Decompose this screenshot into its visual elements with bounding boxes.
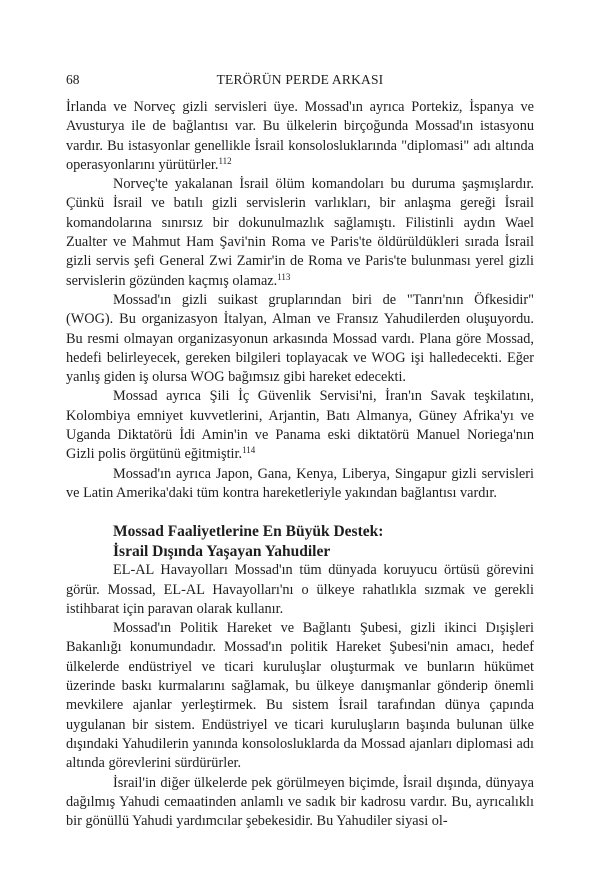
page-number: 68 (66, 72, 80, 87)
footnote-ref: 114 (242, 445, 256, 456)
running-header (66, 70, 534, 90)
paragraph-text: İrlanda ve Norveç gizli servisleri üye. Mossad'ın ayrıca Portekiz, İspanya ve Avusturya ile de bağlantısı var. Bu ülkelerin birçoğunda Mossad'ın istasyonu vardır. Bu istasyonlar genellikle İsrail konsolosluklarında "diplomasi" adı altında operasyonlarını yürütürler. (66, 99, 534, 173)
paragraph-text: Norveç'te yakalanan İsrail ölüm komandoları bu duruma şaşmışlardır. Çünkü İsrail ve batılı gizli servislerin varlıkları, bir anlaşma gereği İsrail komandolarına sınırsız bir dokunulmazlık sağlamıştı. Filistinli aydın Wael Zualter ve Mahmut Ham Şavi'nin Roma ve Paris'te öldürüldükleri sırada İsrail gizli servis şefi General Zwi Zamir'in de Roma ve Paris'te bulunması yerel gizli servislerin gözünden kaçmış olamaz. (66, 176, 534, 289)
footnote-ref: 112 (218, 155, 232, 166)
paragraph (66, 561, 534, 619)
paragraph-text: EL-AL Havayolları Mossad'ın tüm dünyada koruyucu örtüsü görevini görür. Mossad, EL-AL Havayolları'nı o ülkeye rahatlıkla sızmak ve gerekli istihbarat için paravan olarak kullanır. (66, 562, 534, 617)
paragraph-text: Mossad'ın gizli suikast gruplarından biri de "Tanrı'nın Öfkesidir" (WOG). Bu organizasyon İtalyan, Alman ve Fransız Yahudilerden oluşuyordu. Bu resmi olmayan organizasyonun arkasında Mossad vardı. Plana göre Mossad, hedefi belirleyecek, gereken bilgileri toplayacak ve WOG işi halledecekti. Eğer yanlış giden iş olursa WOG bağımsız gibi hareket edecekti. (66, 291, 534, 386)
paragraph (66, 175, 534, 291)
paragraph (66, 774, 534, 832)
paragraph-text: İsrail'in diğer ülkelerde pek görülmeyen biçimde, İsrail dışında, dünyaya dağılmış Yahudi cemaatinden anlamlı ve sadık bir kadrosu vardır. Bu, ayrıcalıklı bir gönüllü Yahudi yardımcılar şebekesidir. Bu Yahudiler siyasi ol- (66, 774, 534, 830)
book-page (66, 70, 534, 831)
section-heading (113, 522, 534, 561)
paragraph (66, 387, 534, 464)
body-text (66, 98, 534, 831)
paragraph-text: Mossad'ın ayrıca Japon, Gana, Kenya, Liberya, Singapur gizli servisleri ve Latin Amerika'daki tüm kontra hareketleriyle yakından bağlantısı vardır. (66, 465, 534, 501)
section-heading-line-1: Mossad Faaliyetlerine En Büyük Destek: (113, 523, 384, 541)
footnote-ref: 113 (277, 271, 291, 282)
section-heading-line-2: İsrail Dışında Yaşayan Yahudiler (113, 542, 331, 560)
paragraph-text: Mossad ayrıca Şili İç Güvenlik Servisi'ni, İran'ın Savak teşkilatını, Kolombiya emniyet kuvvetlerini, Arjantin, Batı Almanya, Güney Afrika'yı ve Uganda Diktatörü İdi Amin'in ve Panama eski diktatörü Manuel Noriega'nın Gizli polis örgütünü eğitmiştir. (66, 388, 534, 463)
paragraph (66, 619, 534, 773)
paragraph-text: Mossad'ın Politik Hareket ve Bağlantı Şubesi, gizli ikinci Dışişleri Bakanlığı konumundadır. Mossad'ın politik Hareket Şubesi'nin amacı, hedef ülkelerde endüstriyel ve ticari kuruluşlar oluşturmak ve bunların hükümet üzerinde baskı kurmalarını sağlamak, bu ülkeye danışmanlar gönderip önemli mevkilere ajanlar yerleştirmek. Bu sistem İsrail tarafından dünya çapında uygulanan bir sistem. Endüstriyel ve ticari kuruluşların başında bulunan ülke dışındaki Yahudilerin yanında konsolosluklarda da Mossad ajanları diplomasi adı altında görevlerini sürdürürler. (66, 620, 534, 772)
paragraph (66, 98, 534, 175)
paragraph (66, 465, 534, 504)
paragraph (66, 291, 534, 387)
running-title: TERÖRÜN PERDE ARKASI (216, 72, 384, 87)
